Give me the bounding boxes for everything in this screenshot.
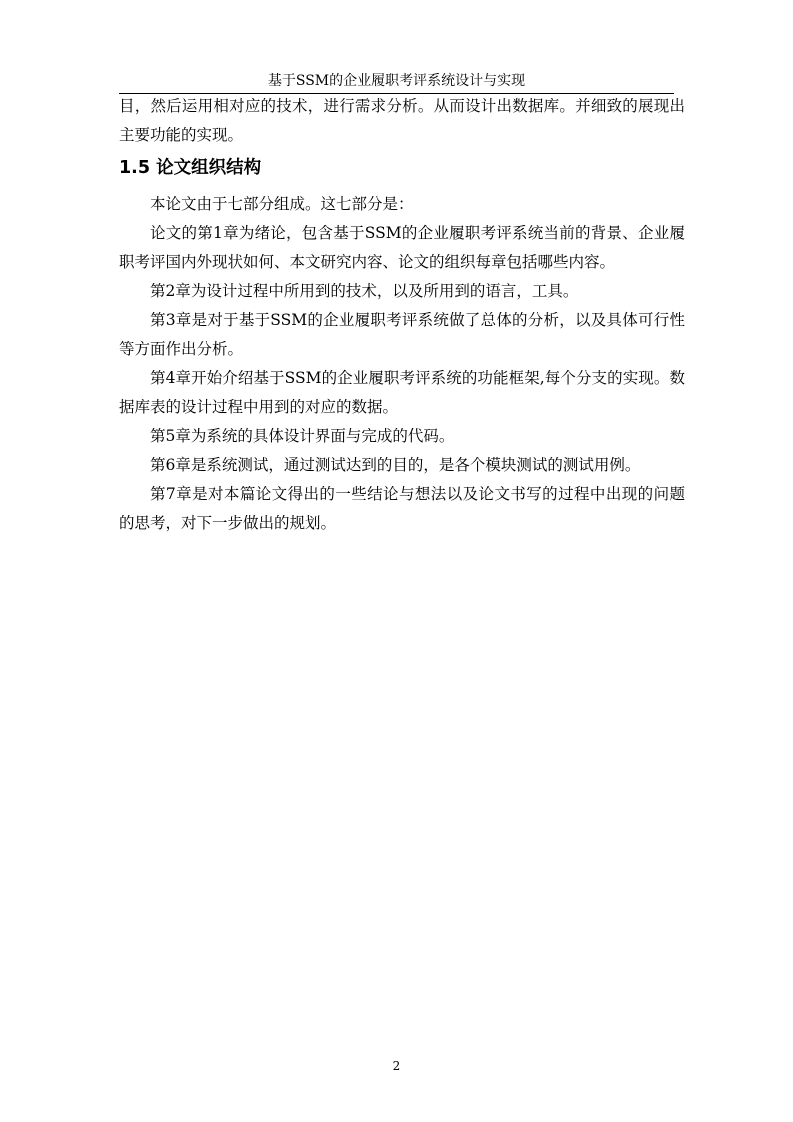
intro-paragraph: 目，然后运用相对应的技术，进行需求分析。从而设计出数据库。并细致的展现出主要功能的实现。 (119, 97, 685, 144)
paragraph-chapter-5: 第5章为系统的具体设计界面与完成的代码。 (150, 427, 455, 445)
paragraph-chapter-2: 第2章为设计过程中所用到的技术，以及所用到的语言，工具。 (150, 282, 579, 300)
paragraph-chapter-1: 论文的第1章为绪论，包含基于SSM的企业履职考评系统当前的背景、企业履职考评国内外现状如何、本文研究内容、论文的组织每章包括哪些内容。 (119, 224, 685, 271)
paragraph-overview: 本论文由于七部分组成。这七部分是： (150, 195, 414, 213)
paragraph-chapter-7: 第7章是对本篇论文得出的一些结论与想法以及论文书写的过程中出现的问题的思考，对下一步做出的规划。 (119, 485, 685, 532)
paragraph-chapter-6: 第6章是系统测试，通过测试达到的目的，是各个模块测试的测试用例。 (150, 456, 641, 474)
paragraph-chapter-3: 第3章是对于基于SSM的企业履职考评系统做了总体的分析，以及具体可行性等方面作出分析。 (119, 311, 685, 358)
paragraph-chapter-4: 第4章开始介绍基于SSM的企业履职考评系统的功能框架,每个分支的实现。数据库表的设计过程中用到的对应的数据。 (119, 369, 685, 416)
page-number: 2 (392, 1059, 401, 1073)
section-heading: 1.5 论文组织结构 (119, 158, 262, 178)
page-content (119, 92, 685, 538)
running-header: 基于SSM的企业履职考评系统设计与实现 (267, 73, 526, 89)
